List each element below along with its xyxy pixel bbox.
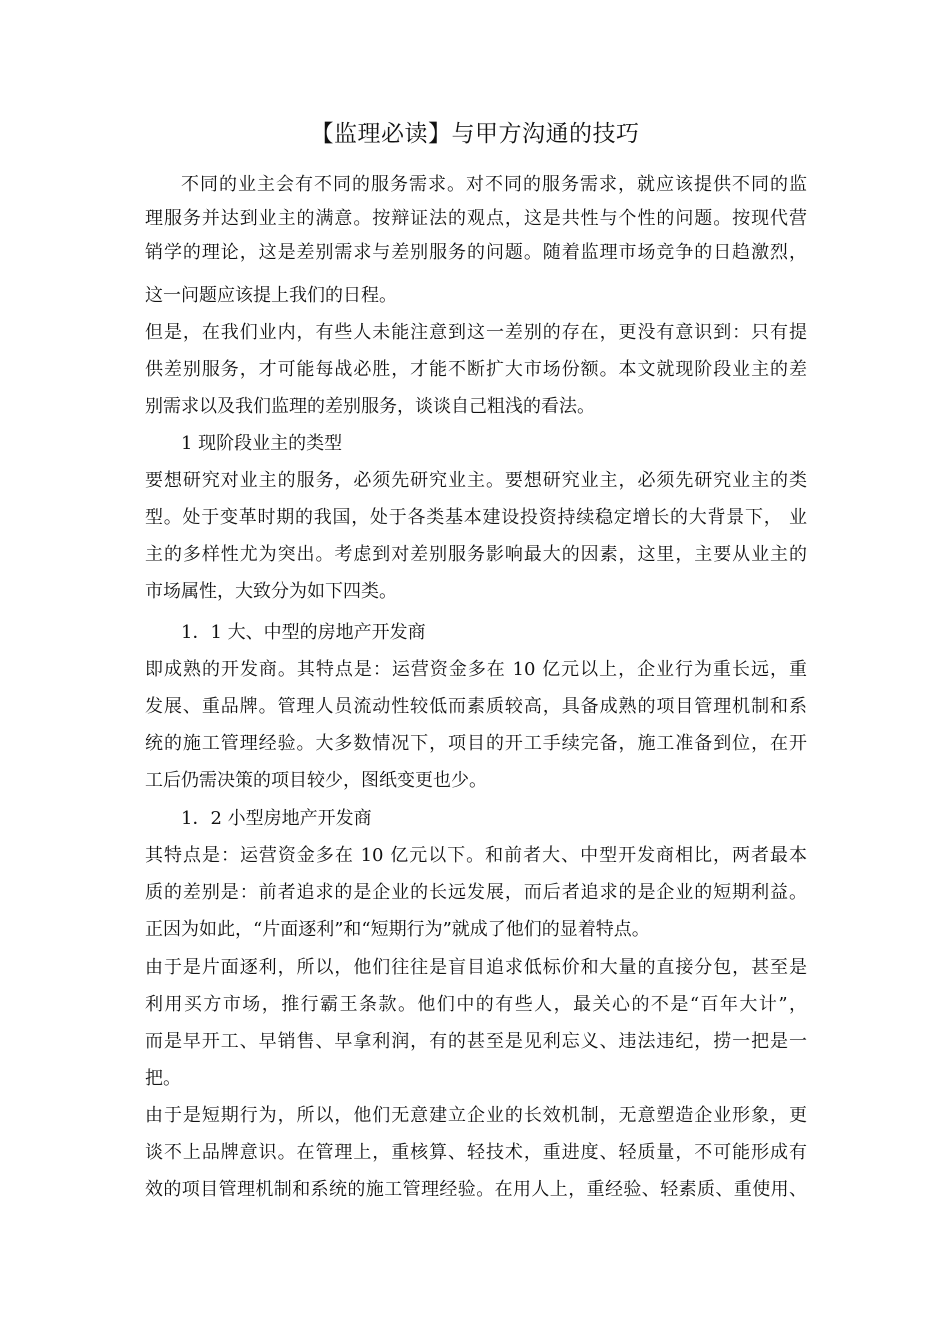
paragraph-line: 由于是短期行为，所以，他们无意建立企业的长效机制，无意塑造企业形象，更	[145, 1105, 807, 1126]
paragraph-line: 这一问题应该提上我们的日程。	[145, 285, 397, 306]
paragraph-line: 效的项目管理机制和系统的施工管理经验。在用人上，重经验、轻素质、重使用、	[145, 1179, 807, 1200]
paragraph-line: 即成熟的开发商。其特点是：运营资金多在 10 亿元以上，企业行为重长远，重	[145, 659, 807, 680]
paragraph-line: 发展、重品牌。管理人员流动性较低而素质较高，具备成熟的项目管理机制和系	[145, 696, 807, 717]
paragraph-line: 统的施工管理经验。大多数情况下，项目的开工手续完备，施工准备到位，在开	[145, 733, 807, 754]
subsection-heading: 1．1 大、中型的房地产开发商	[181, 622, 426, 643]
paragraph-line: 但是，在我们业内，有些人未能注意到这一差别的存在，更没有意识到：只有提	[145, 322, 807, 343]
paragraph-line: 市场属性，大致分为如下四类。	[145, 581, 397, 602]
paragraph-line: 要想研究对业主的服务，必须先研究业主。要想研究业主，必须先研究业主的类	[145, 470, 807, 491]
paragraph-line: 其特点是：运营资金多在 10 亿元以下。和前者大、中型开发商相比，两者最本	[145, 845, 807, 866]
subsection-heading: 1．2 小型房地产开发商	[181, 808, 372, 829]
paragraph-line: 把。	[145, 1068, 181, 1089]
paragraph-line: 理服务并达到业主的满意。按辩证法的观点，这是共性与个性的问题。按现代营	[145, 208, 807, 229]
paragraph-line: 利用买方市场，推行霸王条款。他们中的有些人，最关心的不是“百年大计”，	[145, 994, 807, 1015]
paragraph-line: 而是早开工、早销售、早拿利润，有的甚至是见利忘义、违法违纪，捞一把是一	[145, 1031, 807, 1052]
paragraph-line: 正因为如此，“片面逐利”和“短期行为”就成了他们的显着特点。	[145, 919, 650, 940]
paragraph-line: 不同的业主会有不同的服务需求。对不同的服务需求，就应该提供不同的监	[181, 174, 807, 195]
paragraph-line: 由于是片面逐利，所以，他们往往是盲目追求低标价和大量的直接分包，甚至是	[145, 957, 807, 978]
document-title: 【监理必读】与甲方沟通的技巧	[310, 121, 640, 147]
section-heading: 1 现阶段业主的类型	[181, 433, 343, 454]
paragraph-line: 主的多样性尤为突出。考虑到对差别服务影响最大的因素，这里，主要从业主的	[145, 544, 807, 565]
paragraph-line: 谈不上品牌意识。在管理上，重核算、轻技术，重进度、轻质量，不可能形成有	[145, 1142, 807, 1163]
paragraph-line: 工后仍需决策的项目较少，图纸变更也少。	[145, 770, 487, 791]
paragraph-line: 供差别服务，才可能每战必胜，才能不断扩大市场份额。本文就现阶段业主的差	[145, 359, 807, 380]
paragraph-line: 型。处于变革时期的我国，处于各类基本建设投资持续稳定增长的大背景下， 业	[145, 507, 807, 528]
paragraph-line: 销学的理论，这是差别需求与差别服务的问题。随着监理市场竞争的日趋激烈，	[145, 242, 807, 263]
paragraph-line: 别需求以及我们监理的差别服务，谈谈自己粗浅的看法。	[145, 396, 595, 417]
paragraph-line: 质的差别是：前者追求的是企业的长远发展，而后者追求的是企业的短期利益。	[145, 882, 807, 903]
